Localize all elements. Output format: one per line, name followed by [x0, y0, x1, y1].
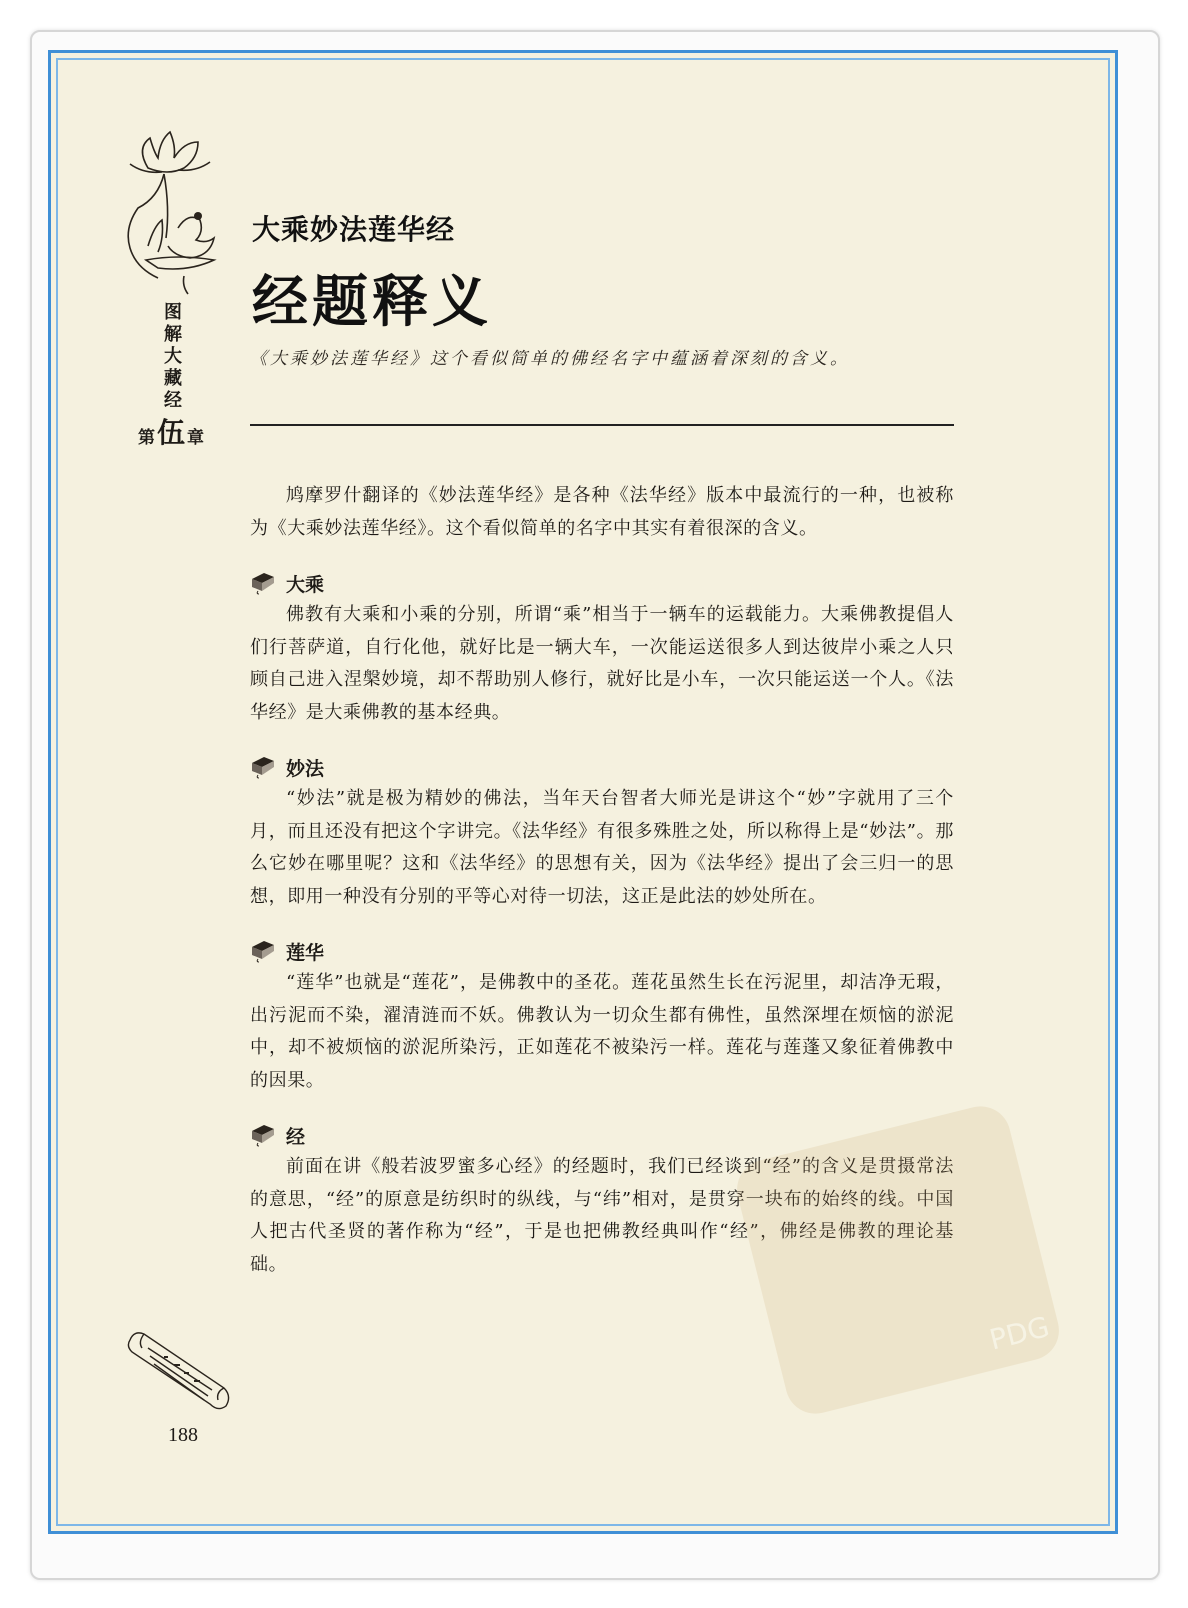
- running-head-char: 图: [164, 302, 182, 323]
- running-head-char: 大: [164, 346, 182, 367]
- watermark-text: PDG: [986, 1310, 1053, 1357]
- chapter-number: 伍: [157, 416, 186, 449]
- section-paragraph: 前面在讲《般若波罗蜜多心经》的经题时，我们已经谈到“经”的含义是贯摄常法的意思，“经”的原意是纺织时的纵线，与“纬”相对，是贯穿一块布的始终的线。中国人把古代圣贤的著作称为“经”，于是也把佛教经典叫作“经”，佛经是佛教的理论基础。: [250, 1156, 954, 1275]
- section-title: 大乘: [286, 573, 325, 596]
- lotus-icon: [118, 128, 228, 298]
- page-title: 经题释义: [252, 269, 492, 335]
- chapter-suffix: 章: [187, 428, 205, 448]
- book-icon: [250, 571, 276, 595]
- chapter-prefix: 第: [138, 428, 155, 448]
- running-head-char: 解: [164, 324, 182, 345]
- intro-paragraph: 鸠摩罗什翻译的《妙法莲华经》是各种《法华经》版本中最流行的一种，也被称为《大乘妙法莲华经》。这个看似简单的名字中其实有着很深的含义。: [250, 485, 954, 539]
- running-head: [160, 302, 186, 412]
- sutra-name: 大乘妙法莲华经: [252, 213, 456, 246]
- section-title: 经: [286, 1125, 306, 1148]
- divider: [250, 424, 954, 426]
- chapter-label: [138, 418, 208, 448]
- section-miaofa: [250, 751, 954, 913]
- running-head-char: 经: [164, 390, 182, 411]
- section-paragraph: “妙法”就是极为精妙的佛法，当年天台智者大师光是讲这个“妙”字就用了三个月，而且还没有把这个字讲完。《法华经》有很多殊胜之处，所以称得上是“妙法”。那么它妙在哪里呢？这和《法华经》的思想有关，因为《法华经》提出了会三归一的思想，即用一种没有分别的平等心对待一切法，这正是此法的妙处所在。: [250, 788, 954, 907]
- page-number: 188: [168, 1424, 198, 1446]
- section-heading: [250, 751, 954, 783]
- book-icon: [250, 755, 276, 779]
- scroll-icon: [124, 1326, 236, 1418]
- section-title: 妙法: [286, 757, 325, 780]
- lead-text: 《大乘妙法莲华经》这个看似简单的佛经名字中蕴涵着深刻的含义。: [250, 349, 850, 369]
- book-icon: [250, 939, 276, 963]
- section-paragraph: “莲华”也就是“莲花”，是佛教中的圣花。莲花虽然生长在污泥里，却洁净无瑕，出污泥而不染，濯清涟而不妖。佛教认为一切众生都有佛性，虽然深埋在烦恼的淤泥中，却不被烦恼的淤泥所染污，正如莲花不被染污一样。莲花与莲蓬又象征着佛教中的因果。: [250, 972, 954, 1091]
- section-heading: [250, 935, 954, 967]
- book-icon: [250, 1123, 276, 1147]
- section-dacheng: [250, 567, 954, 729]
- section-paragraph: 佛教有大乘和小乘的分别，所谓“乘”相当于一辆车的运载能力。大乘佛教提倡人们行菩萨道，自行化他，就好比是一辆大车，一次能运送很多人到达彼岸小乘之人只顾自己进入涅槃妙境，却不帮助别人修行，就好比是小车，一次只能运送一个人。《法华经》是大乘佛教的基本经典。: [250, 604, 954, 723]
- section-lianhua: [250, 935, 954, 1097]
- section-heading: [250, 567, 954, 599]
- section-title: 莲华: [286, 941, 325, 964]
- running-head-char: 藏: [164, 368, 182, 389]
